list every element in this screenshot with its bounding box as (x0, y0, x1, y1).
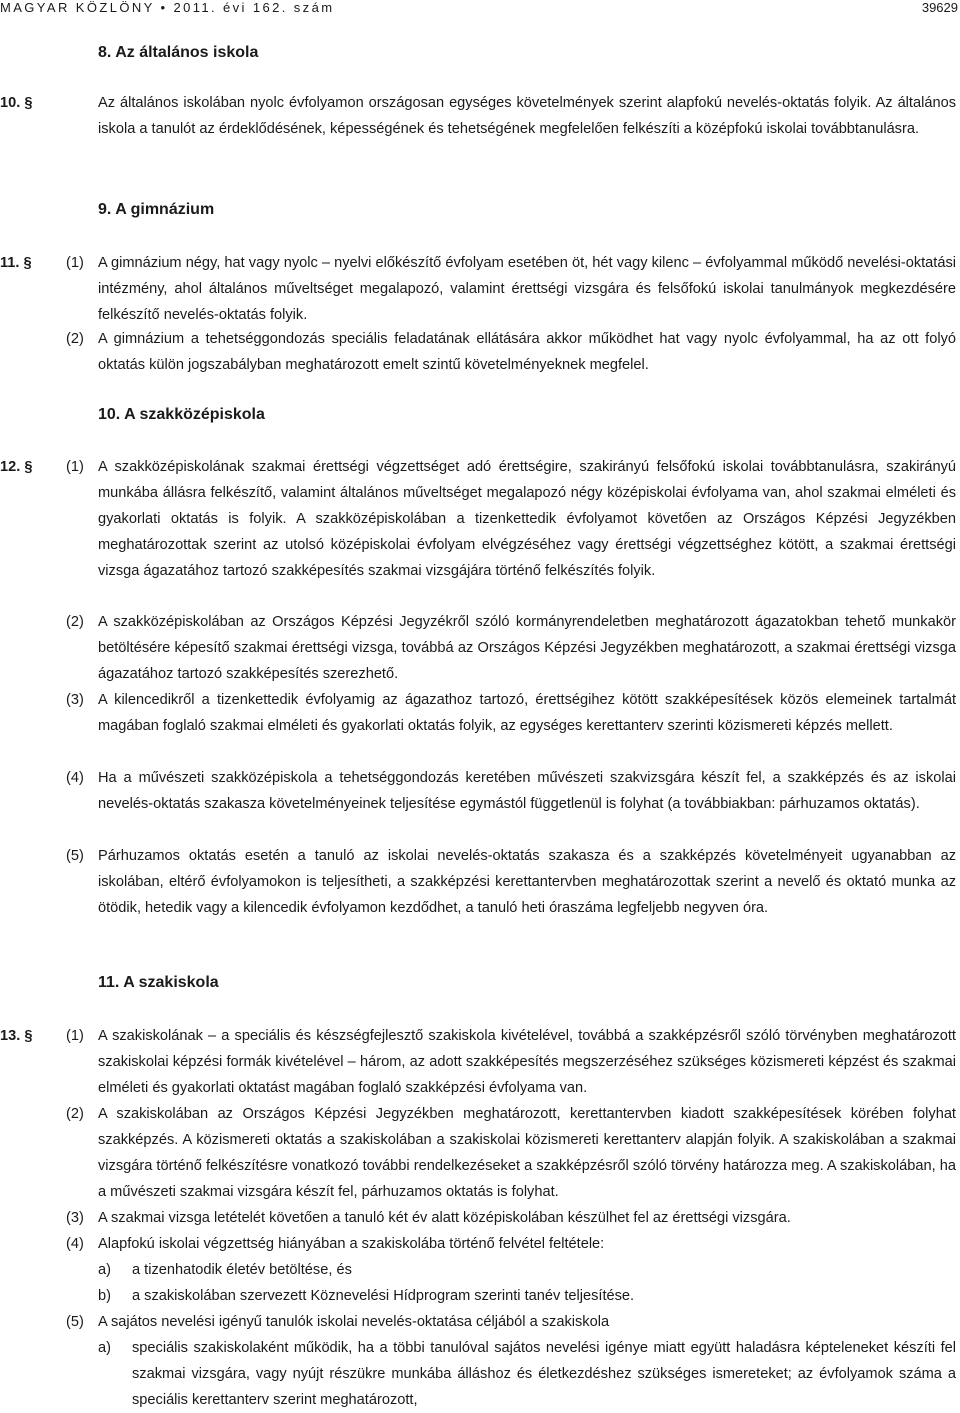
section-12-2 (0, 609, 960, 687)
section-11-2 (0, 326, 960, 378)
section-12-5 (0, 843, 960, 921)
list-item-label: a) (98, 1262, 111, 1278)
subsection-number: (2) (66, 1106, 84, 1122)
section-number: 12. § (0, 459, 33, 475)
subsection-text: A szakközépiskolában az Országos Képzési Jegyzékről szóló kormányrendeletben meghatározott ágazatokban tehető munkakör betöltésére képesítő szakmai érettségi vizsga, továbbá az Országos Képzési Jegyzékben meghatározott, a szakmai érettségi vizsga ágazatához tartozó szakképesítés szerezhető. (98, 614, 956, 682)
subsection-number: (2) (66, 331, 84, 347)
section-13-1 (0, 1023, 960, 1101)
subsection-number: (2) (66, 614, 84, 630)
section-text: Az általános iskolában nyolc évfolyamon országosan egységes követelmények szerint alapfokú nevelés-oktatás folyik. Az általános iskola a tanulót az érdeklődésének, képességének és tehetségének megfelelően felkészíti a középfokú iskolai továbbtanulásra. (98, 95, 956, 137)
section-number: 10. § (0, 95, 33, 111)
subsection-number: (3) (66, 1210, 84, 1226)
page-header (0, 0, 960, 20)
heading-szakiskola: 11. A szakiskola (98, 974, 219, 991)
section-number: 13. § (0, 1028, 33, 1044)
subsection-text: A szakiskolának – a speciális és készségfejlesztő szakiskola kivételével, továbbá a szakképzésről szóló törvényben meghatározott szakiskolai képzési formák kivételével – három, az adott szakképesítés megszerzéséhez szükséges közismereti képzést és szakmai elméleti és gyakorlati oktatást magában foglaló szakképzési évfolyama van. (98, 1028, 956, 1096)
section-13-3 (0, 1205, 960, 1231)
list-item-text: speciális szakiskolaként működik, ha a többi tanulóval sajátos nevelési igénye miatt együtt haladásra képteleneket készíti fel szakmai vizsgára, vagy nyújt részükre munkába álláshoz és életkezdéshez szükséges ismereteket; az évfolyamok száma a speciális kerettanterv szerint meghatározott, (132, 1340, 956, 1408)
subsection-text: A sajátos nevelési igényű tanulók iskolai nevelés-oktatása céljából a szakiskola (98, 1314, 610, 1330)
section-11-1 (0, 250, 960, 328)
subsection-text: A gimnázium négy, hat vagy nyolc – nyelvi előkészítő évfolyam esetében öt, hét vagy kilenc – évfolyammal működő nevelési-oktatási intézmény, ahol általános műveltséget megalapozó, valamint érettségi vizsgára és felsőfokú iskolai tanulmányok megkezdésére felkészítő nevelés-oktatás folyik. (98, 255, 956, 323)
section-10 (0, 90, 960, 142)
section-12-3 (0, 687, 960, 739)
subsection-text: Párhuzamos oktatás esetén a tanuló az iskolai nevelés-oktatás szakasza és a szakképzés követelményeit ugyanabban az iskolában, eltérő évfolyamokon is teljesítheti, a szakképzési kerettantervben meghatározottak szerint a nevelő és oktató munka az ötödik, hetedik vagy a kilencedik évfolyamon kezdődhet, a tanuló heti óraszáma legfeljebb negyven óra. (98, 848, 956, 916)
subsection-number: (5) (66, 848, 84, 864)
subsection-text: A szakmai vizsga letételét követően a tanuló két év alatt középiskolában készülhet fel az érettségi vizsgára. (98, 1210, 791, 1226)
subsection-number: (4) (66, 770, 84, 786)
subsection-number: (1) (66, 1028, 84, 1044)
subsection-text: A kilencedikről a tizenkettedik évfolyamig az ágazathoz tartozó, érettségihez kötött szakképesítések közös elemeinek tartalmát magában foglaló szakmai elméleti és gyakorlati oktatás folyik, az egységes kerettanterv szerinti közismereti képzés mellett. (98, 692, 956, 734)
subsection-number: (3) (66, 692, 84, 708)
section-13-4 (0, 1231, 960, 1309)
heading-szakkozepiskola: 10. A szakközépiskola (98, 406, 265, 423)
list-item-a (0, 1257, 960, 1283)
subsection-text: A szakiskolában az Országos Képzési Jegyzékben meghatározott, kerettantervben kiadott szakképesítések körében folyhat szakképzés. A közismereti oktatás a szakiskolában a szakiskolai közismereti kerettanterv alapján folyik. A szakiskolában a szakmai vizsgára történő felkészítésre vonatkozó további rendelkezéseket a szakképzésről szóló törvény határozza meg. A szakiskolában, ha a művészeti szakmai vizsgára készít fel, párhuzamos oktatás is folyhat. (98, 1106, 956, 1200)
section-13-5 (0, 1309, 960, 1413)
page-number: 39629 (921, 0, 958, 15)
list-item-b (0, 1283, 960, 1309)
section-12-4 (0, 765, 960, 817)
subsection-text: Ha a művészeti szakközépiskola a tehetséggondozás keretében művészeti szakvizsgára készít fel, a szakképzés és az iskolai nevelés-oktatás szakasza követelményeinek teljesítése egymástól függetlenül is folyhat (a továbbiakban: párhuzamos oktatás). (98, 770, 956, 812)
subsection-number: (1) (66, 255, 84, 271)
subsection-number: (5) (66, 1314, 84, 1330)
section-13-2 (0, 1101, 960, 1205)
subsection-text: Alapfokú iskolai végzettség hiányában a szakiskolába történő felvétel feltétele: (98, 1236, 605, 1252)
section-12-1 (0, 454, 960, 584)
list-item-a (0, 1335, 960, 1413)
heading-gimnazium: 9. A gimnázium (98, 201, 215, 218)
subsection-number: (4) (66, 1236, 84, 1252)
list-item-label: a) (98, 1340, 111, 1356)
list-item-text: a szakiskolában szervezett Köznevelési Hídprogram szerinti tanév teljesítése. (132, 1288, 635, 1304)
heading-altalanos-iskola: 8. Az általános iskola (98, 44, 259, 61)
subsection-text: A szakközépiskolának szakmai érettségi végzettséget adó érettségire, szakirányú felsőfokú iskolai továbbtanulásra, szakirányú munkába állásra felkészítő, valamint általános műveltséget megalapozó négy középiskolai évfolyama van, ahol szakmai elméleti és gyakorlati oktatás is folyik. A szakközépiskolában a tizenkettedik évfolyamot követően az Országos Képzési Jegyzékben meghatározottak szerint az utolsó középiskolai évfolyam elvégzéséhez vagy érettségi végzettséghez kötött, a szakmai érettségi vizsga ágazatához tartozó szakképesítés szakmai vizsgájára történő felkészítés folyik. (98, 459, 956, 579)
section-number: 11. § (0, 255, 32, 271)
journal-title: MAGYAR KÖZLÖNY • 2011. évi 162. szám (0, 0, 335, 15)
list-item-text: a tizenhatodik életév betöltése, és (132, 1262, 352, 1278)
subsection-number: (1) (66, 459, 84, 475)
list-item-label: b) (98, 1288, 111, 1304)
subsection-text: A gimnázium a tehetséggondozás speciális feladatának ellátására akkor működhet hat vagy nyolc évfolyammal, ha az ott folyó oktatás külön jogszabályban meghatározott emelt szintű követelményeknek megfelel. (98, 331, 956, 373)
